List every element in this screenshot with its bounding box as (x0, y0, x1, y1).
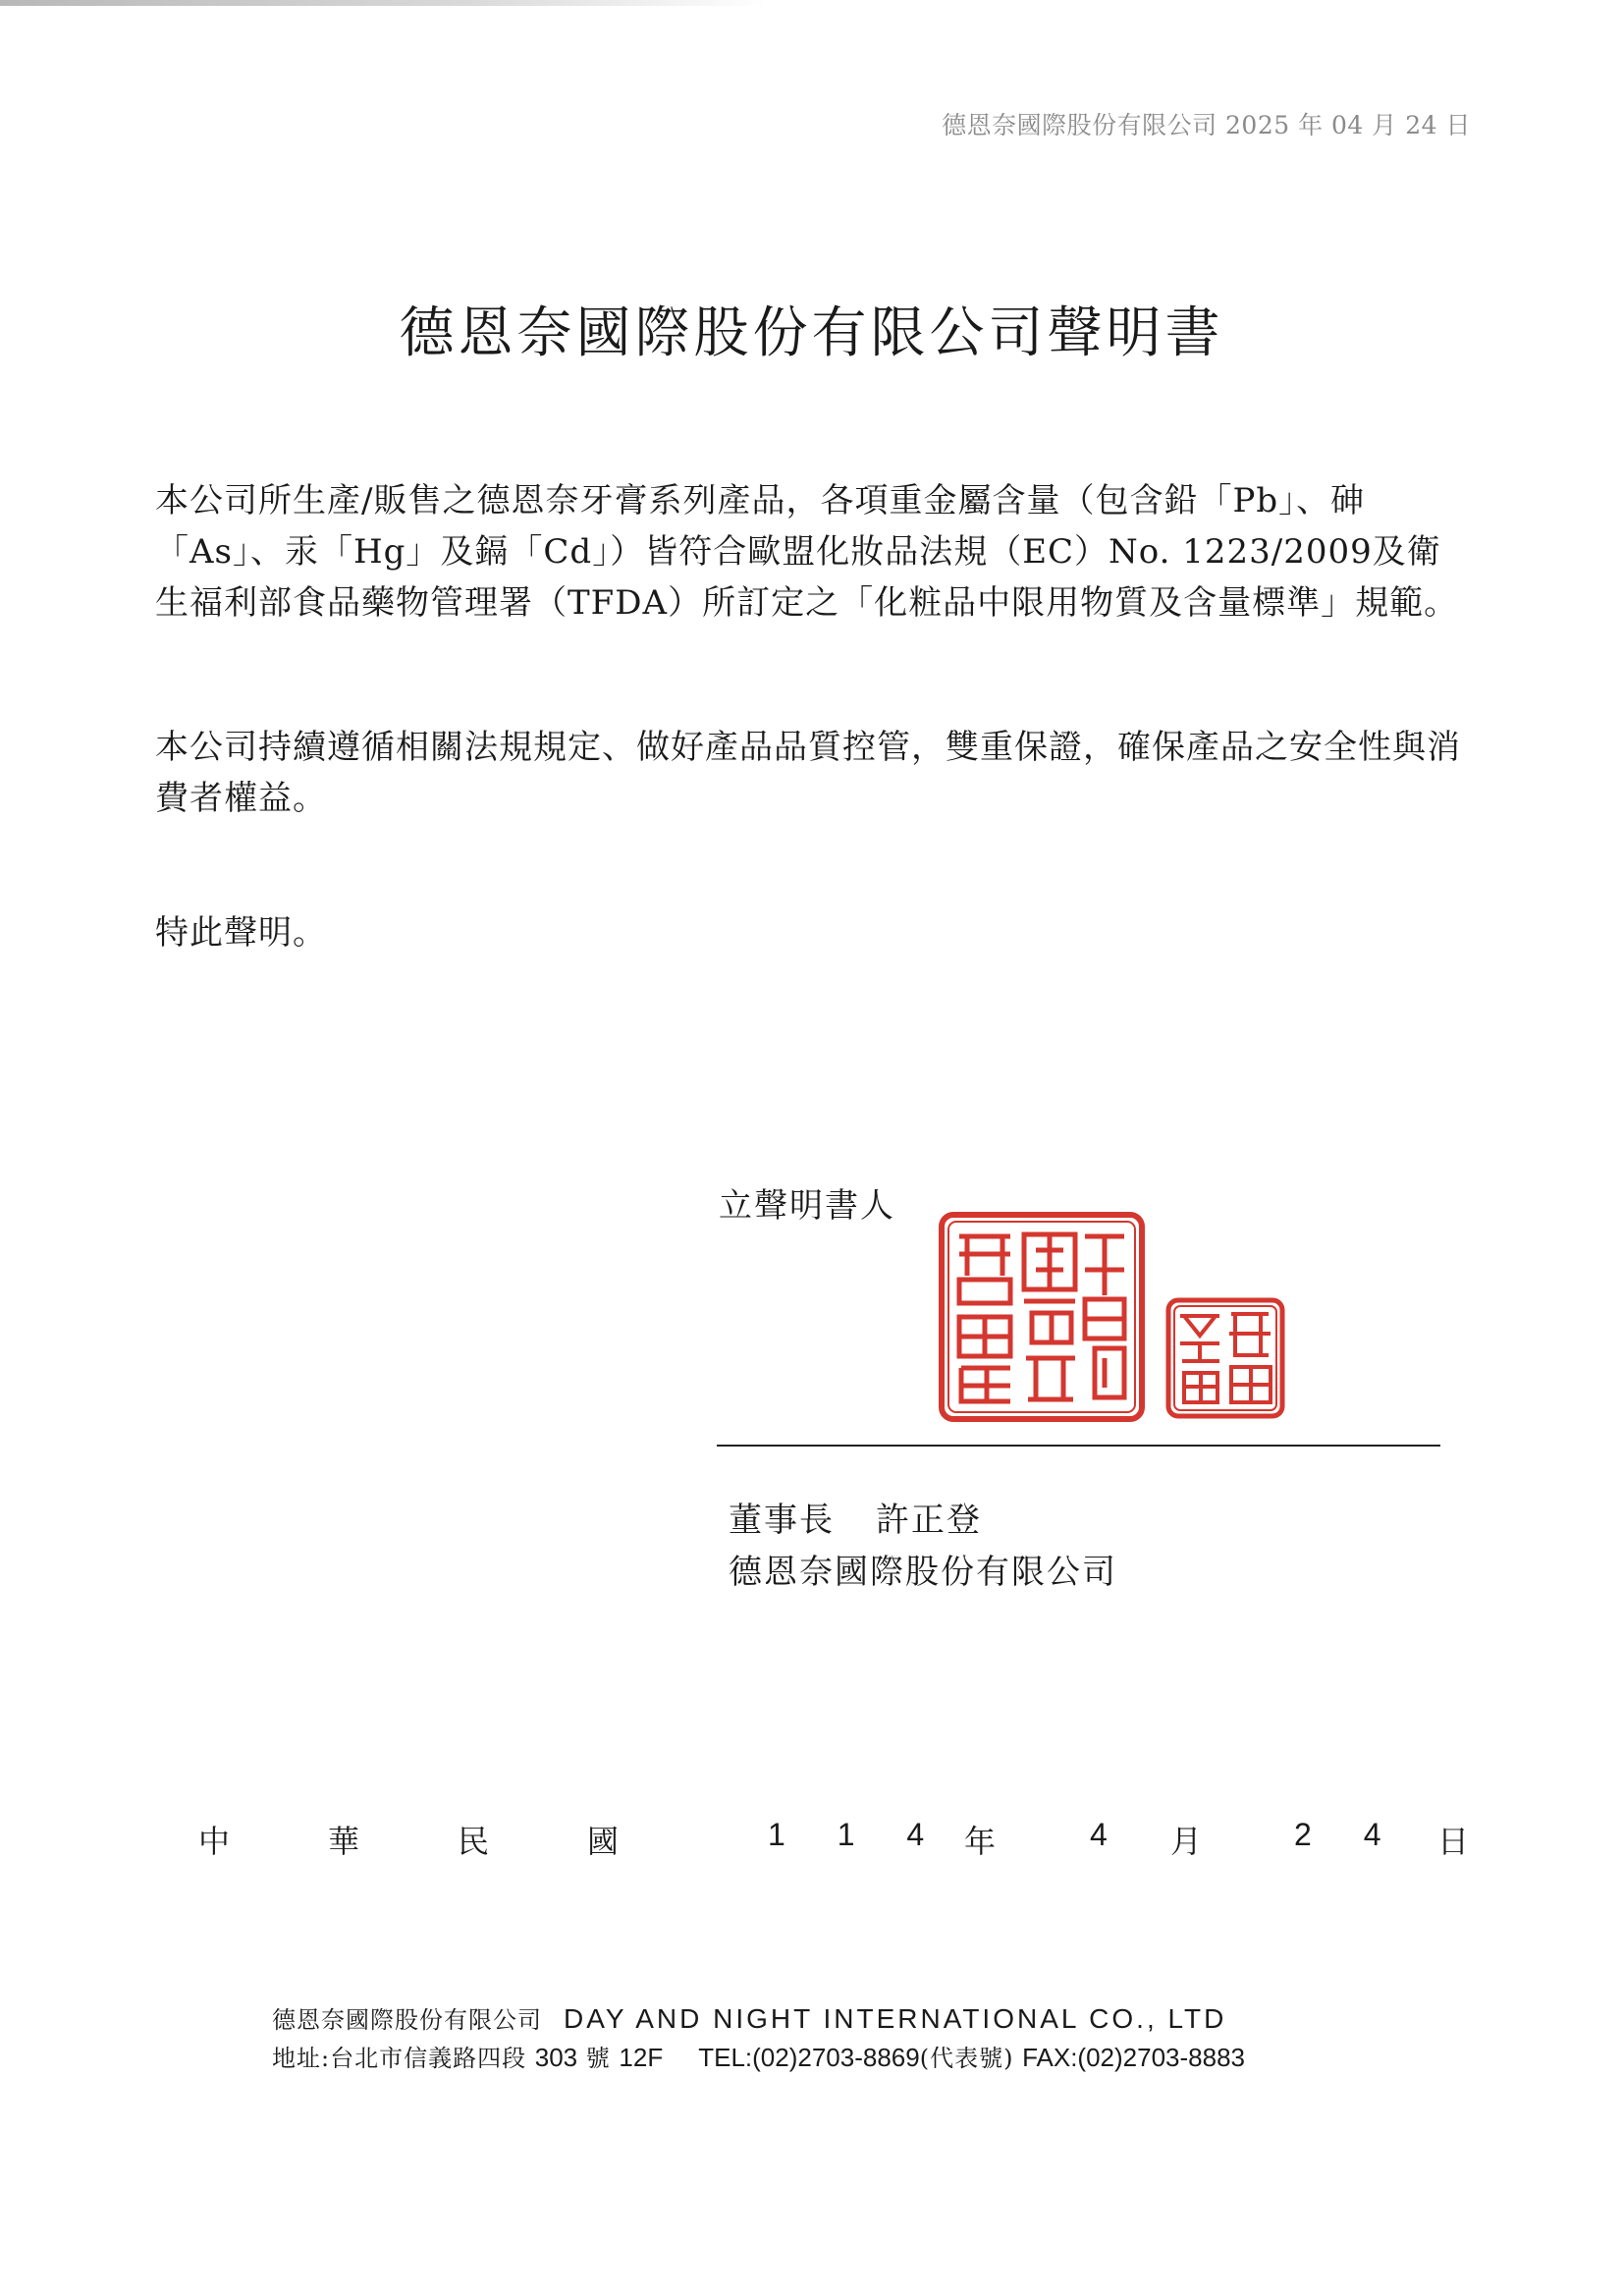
footer-fax: FAX:(02)2703-8883 (1022, 2043, 1246, 2072)
date-year-unit: 年 (964, 1824, 997, 1859)
declaration-paragraph-1: 本公司所生產/販售之德恩奈牙膏系列產品，各項重金屬含量（包含鉛「Pb」、砷「As」、汞「Hg」及鎘「Cd」）皆符合歐盟化妝品法規（EC）No. 1223/2009及衛生福利部食品藥物管理署（TFDA）所訂定之「化粧品中限用物質及含量標準」規範。 (155, 481, 1459, 623)
date-era-char: 國 (587, 1824, 620, 1859)
footer-company (272, 2000, 1226, 2035)
date-month: 4 (1090, 1817, 1108, 1852)
company-seal-icon (938, 1211, 1146, 1423)
date-day-unit: 日 (1437, 1824, 1470, 1859)
footer-contact (272, 2039, 1245, 2073)
date-year: 1 1 4 (768, 1817, 947, 1852)
date-day: 2 4 (1294, 1817, 1403, 1852)
declarant-label: 立聲明書人 (719, 1186, 895, 1226)
signer-name: 許正登 (876, 1501, 982, 1540)
header-date-stamp: 德恩奈國際股份有限公司 2025 年 04 月 24 日 (942, 111, 1471, 139)
footer-tel: TEL:(02)2703-8869 (698, 2043, 920, 2072)
closing-statement: 特此聲明。 (155, 913, 327, 953)
signer-title: 董事長 (729, 1501, 835, 1540)
scan-edge-shadow (0, 0, 766, 6)
date-month-unit: 月 (1170, 1824, 1203, 1859)
document-title: 德恩奈國際股份有限公司聲明書 (399, 301, 1224, 365)
footer-company-zh: 德恩奈國際股份有限公司 (272, 2006, 542, 2034)
declaration-paragraph-2: 本公司持續遵循相關法規規定、做好產品品質控管，雙重保證，確保產品之安全性與消費者權益。 (155, 728, 1461, 818)
footer-tel-note: (代表號) (919, 2045, 1014, 2072)
date-era-char: 中 (198, 1824, 231, 1859)
date-era-char: 民 (458, 1824, 490, 1859)
footer-address-floor: 12F (619, 2043, 664, 2072)
signer-company: 德恩奈國際股份有限公司 (729, 1553, 1117, 1592)
signer-row (729, 1493, 982, 1541)
signature-line (717, 1445, 1440, 1447)
date-era-char: 華 (328, 1824, 360, 1859)
footer-address-prefix: 地址:台北市信義路四段 (272, 2045, 527, 2072)
footer-address-unit: 號 (585, 2045, 611, 2072)
footer-address-number: 303 (534, 2043, 578, 2072)
footer-company-en: DAY AND NIGHT INTERNATIONAL CO., LTD (564, 2003, 1227, 2034)
roc-date (0, 1817, 1623, 1859)
personal-seal-icon (1164, 1296, 1286, 1420)
